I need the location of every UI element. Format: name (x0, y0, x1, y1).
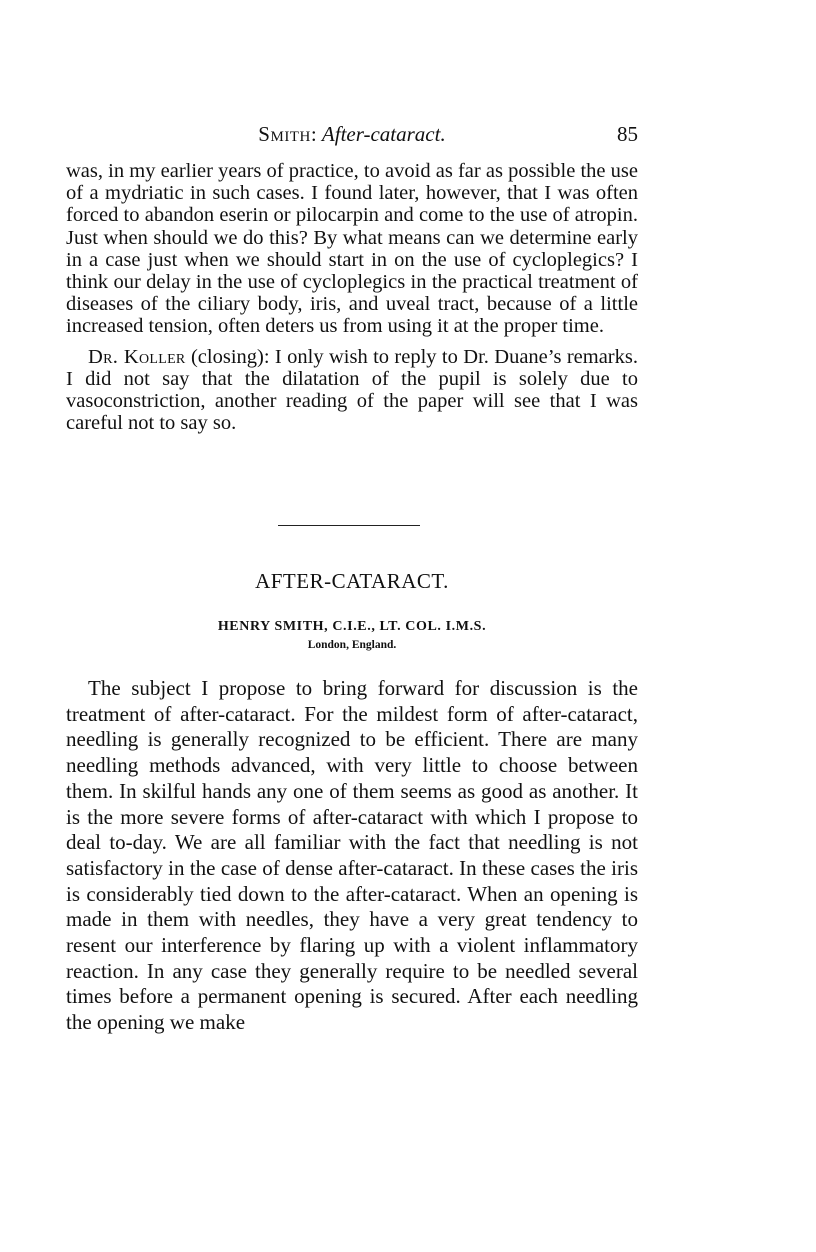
section-divider (278, 525, 420, 526)
author-byline: HENRY SMITH, C.I.E., LT. COL. I.M.S. (217, 619, 487, 634)
article-title: AFTER-CATARACT. (255, 569, 449, 593)
running-head-title (66, 120, 638, 148)
running-head-author: Smith (258, 122, 311, 146)
discussion-section (66, 160, 638, 434)
article-body (66, 676, 638, 1036)
speaker-name: Dr. Koller (88, 345, 186, 368)
page-number: 85 (617, 122, 638, 146)
speaker-note: (closing): (185, 345, 275, 368)
running-head-separator: : (310, 122, 322, 146)
discussion-paragraph: was, in my earlier years of practice, to avoid as far as possible the use of a mydriatic in such cases. I found later, however, that I was often forced to abandon eserin or pilocarpin and come to the use of atropin. Just when should we do this? By what means can we determine early in a case just when we should start in on the use of cycloplegics? I think our delay in the use of cycloplegics in the practical treatment of diseases of the ciliary body, iris, and uveal tract, because of a little increased tension, often deters us from using it at the proper time. (66, 160, 638, 338)
author-location: London, England. (307, 639, 397, 651)
closing-remarks-paragraph (66, 346, 638, 435)
running-head (66, 120, 638, 148)
closing-remarks-text: I only wish to reply to Dr. Duane’s remarks. I did not say that the dilatation of the pupil is solely due to vasoconstriction, another reading of the paper will see that I was careful not to say so. (66, 345, 638, 435)
article-body-paragraph: The subject I propose to bring forward for discussion is the treatment of after-cataract. For the mildest form of after-cataract, needling is generally recognized to be efficient. There are many needling methods advanced, with very little to choose between them. In skilful hands any one of them seems as good as another. It is the more severe forms of after-cataract with which I propose to deal to-day. We are all familiar with the fact that needling is not satisfactory in the case of dense after-cataract. In these cases the iris is considerably tied down to the after-cataract. When an opening is made in them with needles, they have a very great tendency to resent our interference by flaring up with a violent inflammatory reaction. In any case they generally require to be needled several times before a permanent opening is secured. After each needling the opening we make (66, 676, 638, 1035)
running-head-short-title: After-cataract. (321, 122, 446, 146)
